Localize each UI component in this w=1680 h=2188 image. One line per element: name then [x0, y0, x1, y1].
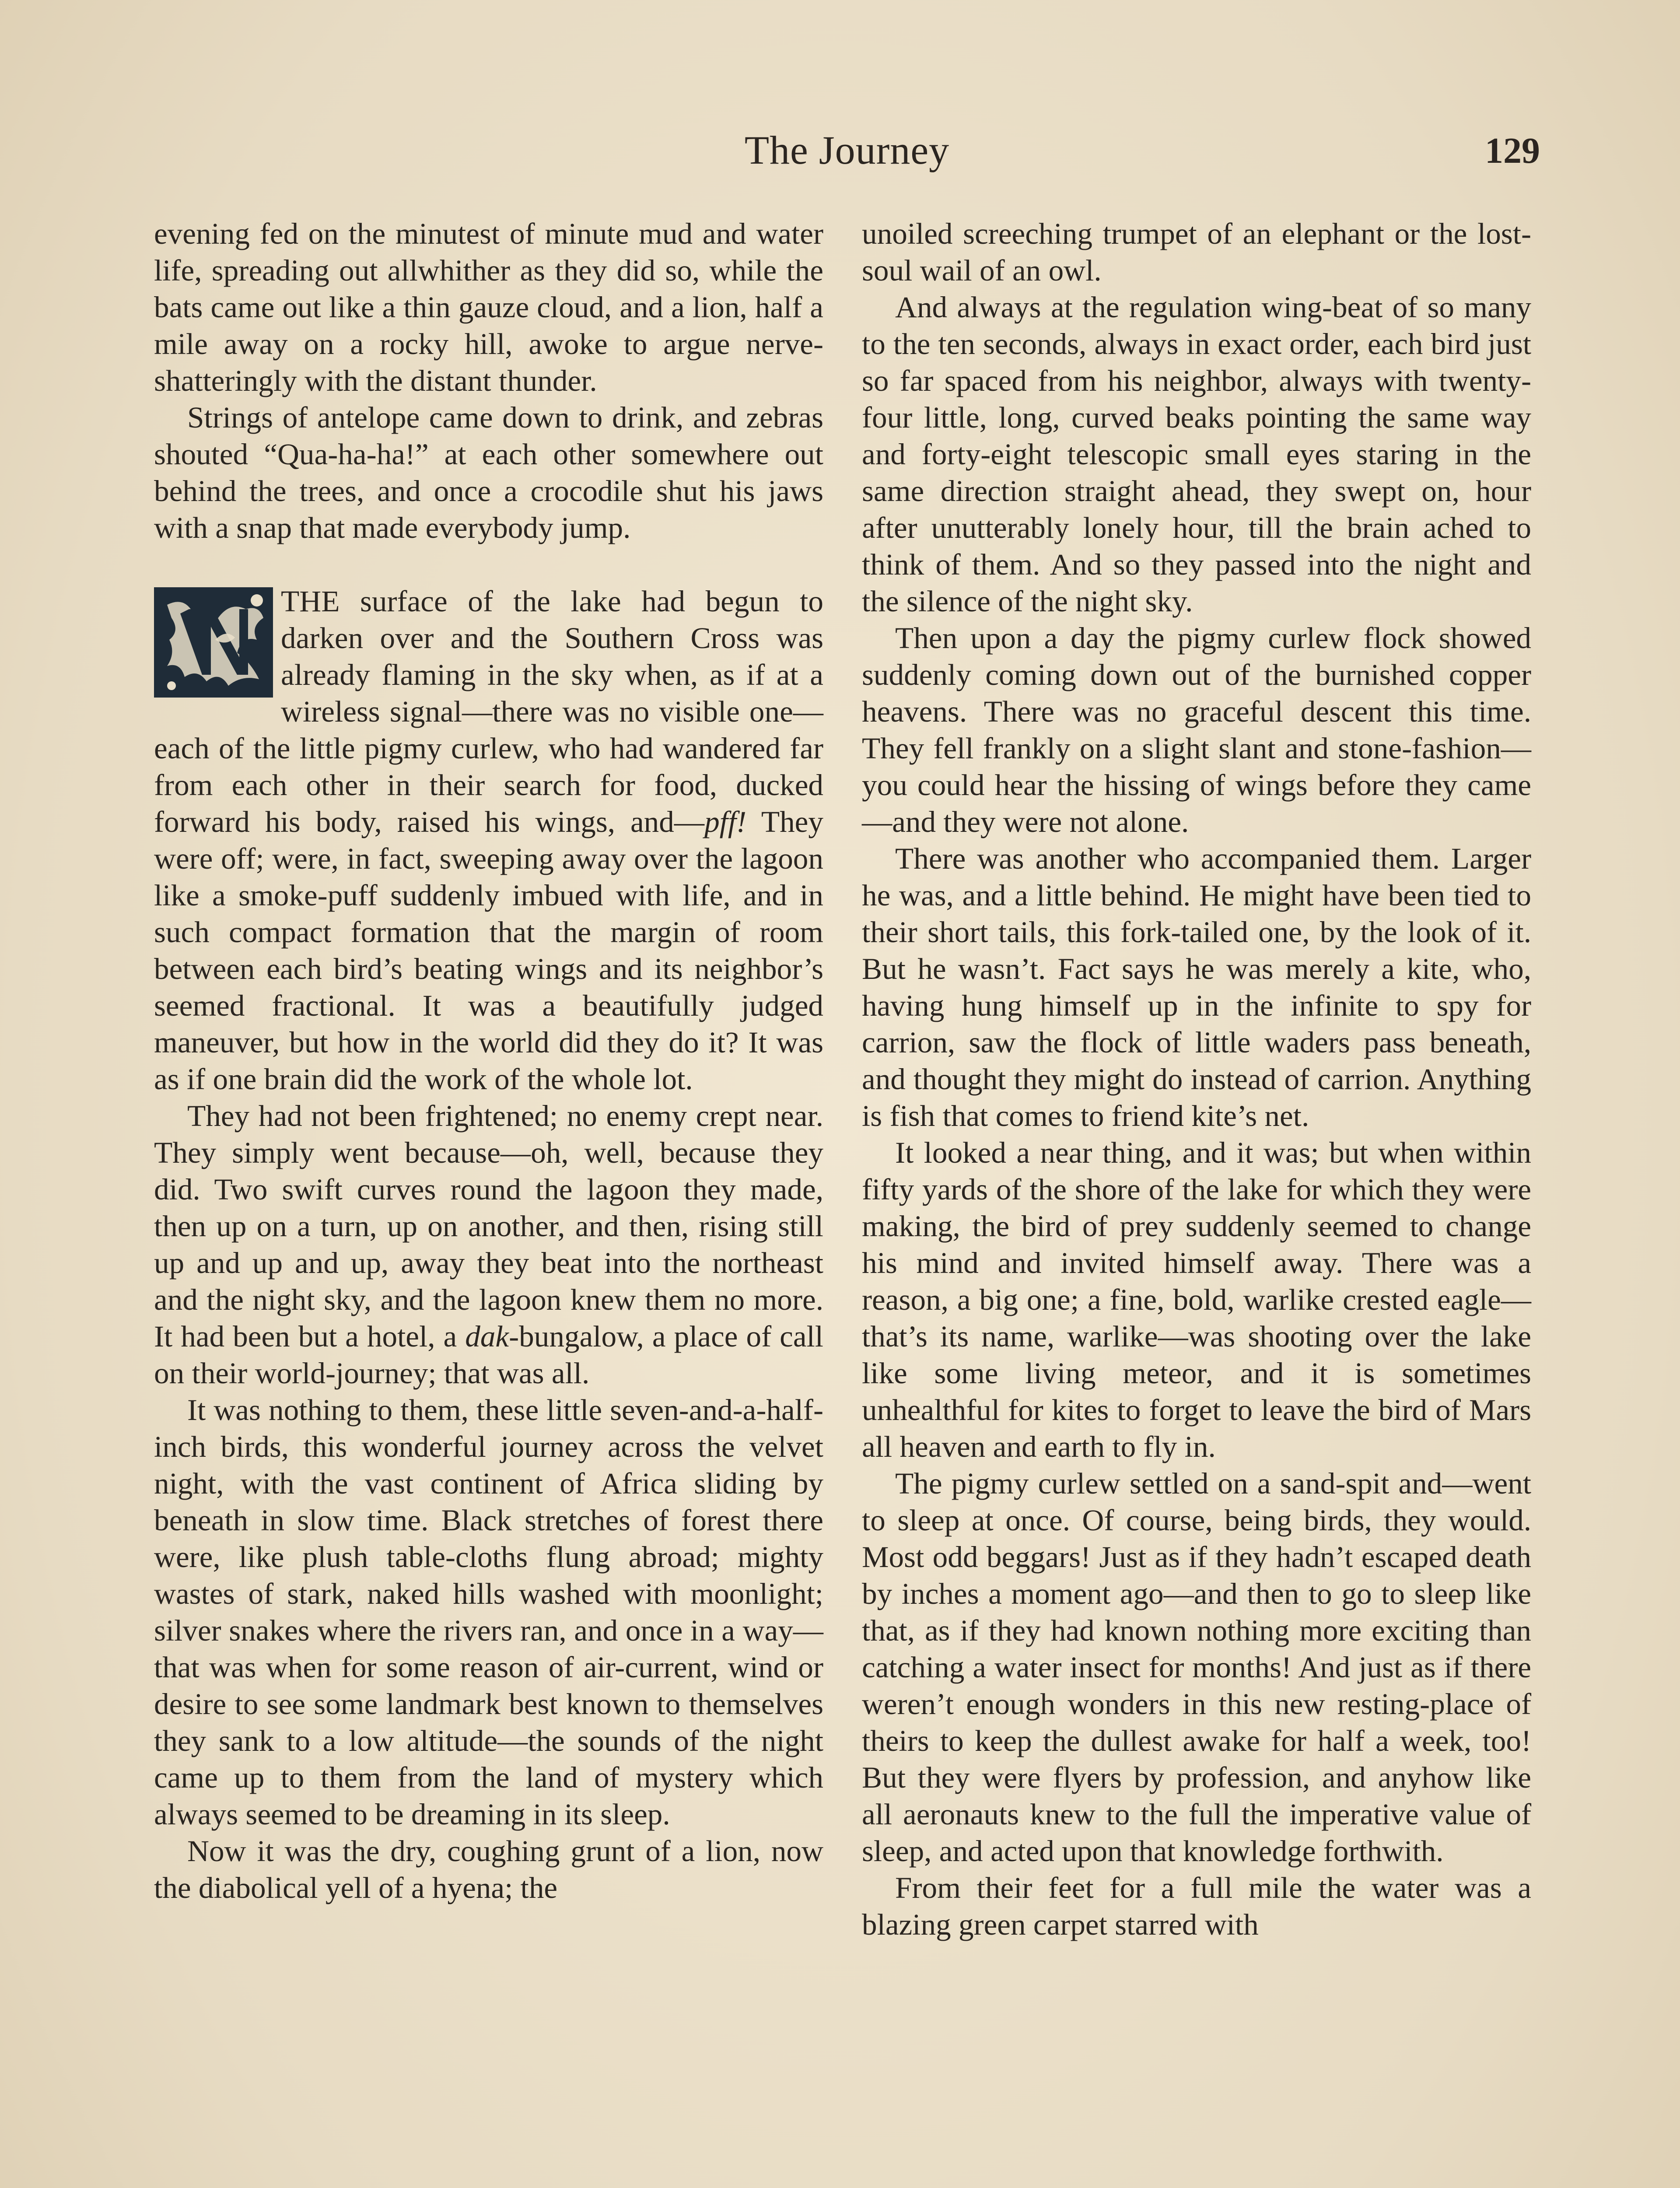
section-break: [154, 546, 823, 583]
paragraph-text: They were off; were, in fact, sweeping away over the lagoon like a smoke-puff suddenly imbued with life, and in such compact formation that the margin of room between each bird’s beating wings and its neighbor’s seemed fractional. It was a beautifully judged maneuver, but how in the world did they do it? It was as if one brain did the work of the whole lot.: [154, 805, 823, 1096]
paragraph-text: -bungalow, a place of call on their world-journey; that was all.: [154, 1319, 823, 1390]
ornamental-dropcap-icon: [154, 587, 273, 698]
page-number: 129: [1485, 130, 1540, 171]
paragraph: And always at the regulation wing-beat of so many to the ten seconds, always in exact order, each bird just so far spaced from his neighbor, always with twenty-four little, long, curved beaks pointing the same way and forty-eight telescopic small eyes staring in the same direction straight ahead, they swept on, hour after unutterably lonely hour, till the brain ached to think of them. And so they passed into the night and the silence of the night sky.: [862, 290, 1531, 618]
paragraph: It was nothing to them, these little seven-and-a-half-inch birds, this wonderful journey across the velvet night, with the vast continent of Africa sliding by beneath in slow time. Black stretches of forest there were, like plush table-cloths flung abroad; mighty wastes of stark, naked hills washed with moonlight; silver snakes where the rivers ran, and once in a way—that was when for some reason of air-current, wind or desire to see some landmark best known to themselves they sank to a low altitude—the sounds of the night came up to them from the land of mystery which always seemed to be dreaming in its sleep.: [154, 1393, 823, 1831]
italic-interjection: pff!: [704, 805, 747, 838]
paragraph-text: They had not been frightened; no enemy crept near. They simply went because—oh, well, because they did. Two swift curves round the lagoon they made, then up on a turn, up on another, and then, rising still up and up and up, away they beat into the northeast and the night sky, and the lagoon knew them no more. It had been but a hotel, a: [154, 1099, 823, 1353]
paragraph: unoiled screeching trumpet of an elephant or the lost-soul wail of an owl.: [862, 217, 1531, 287]
paragraph: Now it was the dry, coughing grunt of a lion, now the diabolical yell of a hyena; the: [154, 1834, 823, 1904]
page-header: [154, 127, 1540, 193]
paragraph: evening fed on the minutest of minute mud and water life, spreading out allwhither as they did so, while the bats came out like a thin gauze cloud, and a lion, half a mile away on a rocky hill, awoke to argue nerve-shatteringly with the distant thunder.: [154, 217, 823, 397]
paragraph: Then upon a day the pigmy curlew flock showed suddenly coming down out of the burnished copper heavens. There was no graceful descent this time. They fell frankly on a slight slant and stone-fashion—you could hear the hissing of wings before they came—and they were not alone.: [862, 621, 1531, 838]
running-title: The Journey: [744, 128, 950, 172]
paragraph-with-dropcap: [154, 583, 823, 1098]
paragraph: There was another who accompanied them. Larger he was, and a little behind. He might have been tied to their short tails, this fork-tailed one, by the look of it. But he wasn’t. Fact says he was merely a kite, who, having hung himself up in the infinite to spy for carrion, saw the flock of little waders pass beneath, and thought they might do instead of carrion. Anything is fish that comes to friend kite’s net.: [862, 842, 1531, 1133]
paragraph: From their feet for a full mile the water was a blazing green carpet starred with: [862, 1871, 1531, 1941]
italic-word: dak: [465, 1319, 509, 1353]
paragraph: It looked a near thing, and it was; but when within fifty yards of the shore of the lake for which they were making, the bird of prey suddenly seemed to change his mind and invited himself away. There was a reason, a big one; a fine, bold, warlike crested eagle—that’s its name, warlike—was shooting over the lake like some living meteor, and it is sometimes unhealthful for kites to forget to leave the bird of Mars all heaven and earth to fly in.: [862, 1136, 1531, 1463]
paragraph: Strings of antelope came down to drink, and zebras shouted “Qua-ha-ha!” at each other somewhere out behind the trees, and once a crocodile shut his jaws with a snap that made everybody jump.: [154, 400, 823, 544]
paragraph: The pigmy curlew settled on a sand-spit and—went to sleep at once. Of course, being birds, they would. Most odd beggars! Just as if they hadn’t escaped death by inches a moment ago—and then to go to sleep like that, as if they had known nothing more exciting than catching a water insect for months! And just as if there weren’t enough wonders in this new resting-place of theirs to keep the dullest awake for half a week, too! But they were flyers by profession, and anyhow like all aeronauts knew to the full the imperative value of sleep, and acted upon that knowledge forthwith.: [862, 1466, 1531, 1868]
left-column: [154, 215, 823, 2188]
paragraph-text: THE surface of the lake had begun to darken over and the Southern Cross was already flaming in the sky when, as if at a wireless signal—there was no visible one—each of the little pigmy curlew, who had wandered far from each other in their search for food, ducked forward his body, raised his wings, and—: [154, 584, 823, 838]
paragraph: [154, 1098, 823, 1392]
right-column: [862, 215, 1531, 2188]
